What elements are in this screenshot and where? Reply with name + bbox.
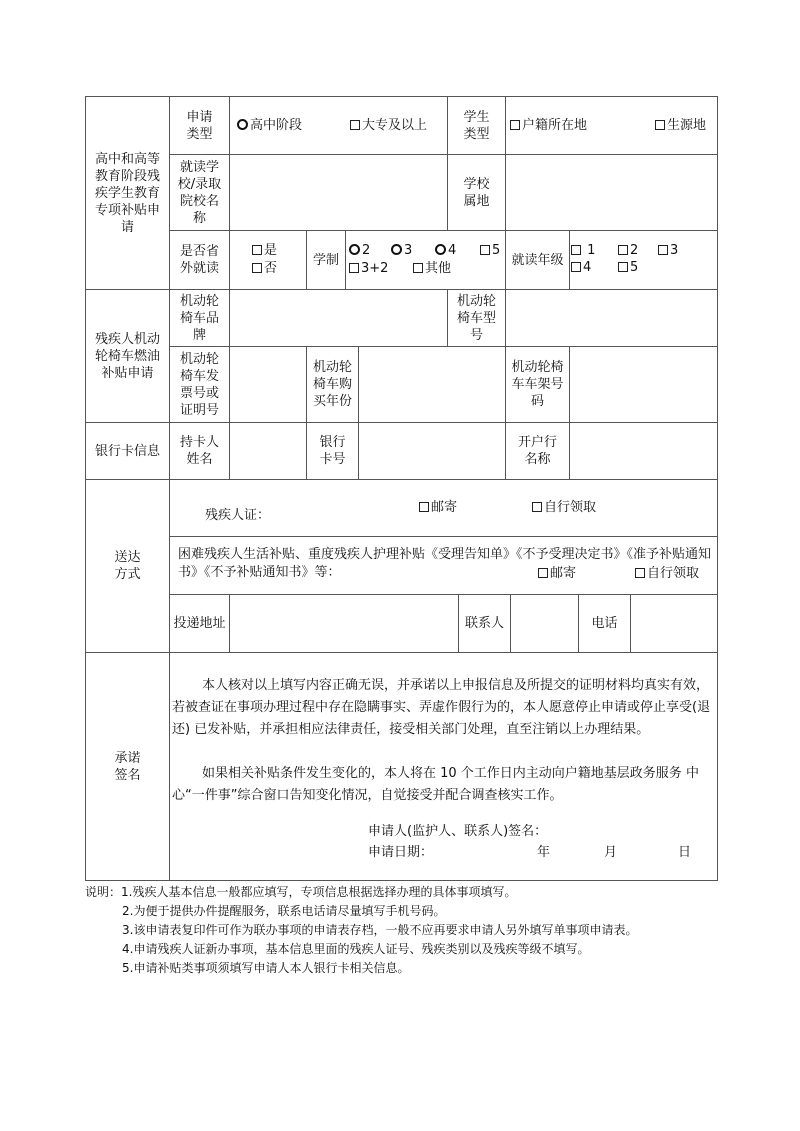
date-label: 申请日期： <box>368 845 434 860</box>
radio-selected-icon[interactable] <box>435 244 446 255</box>
checkbox-icon[interactable] <box>618 245 628 255</box>
card-holder-input[interactable] <box>229 423 306 480</box>
date-year: 年 <box>537 845 551 860</box>
note-4: 4.申请残疾人证新办事项，基本信息里面的残疾人证号、残疾类别以及残疾等级不填写。 <box>122 942 590 956</box>
checkbox-icon[interactable] <box>349 263 359 273</box>
checkbox-icon[interactable] <box>413 263 423 273</box>
checkbox-icon[interactable] <box>532 502 542 512</box>
card-holder-label: 持卡人姓名 <box>169 423 229 480</box>
checkbox-icon[interactable] <box>350 120 360 130</box>
section-pledge-label: 承诺签名 <box>85 653 169 881</box>
duration-cell <box>345 231 505 290</box>
wheelchair-frame-input[interactable] <box>569 347 717 423</box>
wheelchair-frame-label: 机动轮椅车车架号码 <box>505 347 569 423</box>
wheelchair-invoice-label: 机动轮椅车发票号或证明号 <box>169 347 229 423</box>
pledge-paragraph-1: 本人核对以上填写内容正确无误，并承诺以上申报信息及所提交的证明材料均真实有效，若被查证在事项办理过程中存在隐瞒事实、弄虚作假行为的，本人愿意停止申请或停止享受(退还) 已发补贴，并承担相应法律责任，接受相关部门处理，直至注销以上办理结果。 <box>172 678 711 737</box>
date-month: 月 <box>604 845 618 860</box>
dur-2[interactable]: 2 <box>349 243 370 259</box>
application-form-table <box>85 96 718 881</box>
section-delivery-label: 送达方式 <box>85 480 169 653</box>
checkbox-icon[interactable] <box>655 120 665 130</box>
student-type-label: 学生类型 <box>447 97 505 155</box>
checkbox-icon[interactable] <box>510 120 520 130</box>
date-day: 日 <box>678 845 692 860</box>
signature-label: 申请人(监护人、联系人)签名： <box>368 824 548 839</box>
dur-3[interactable]: 3 <box>391 243 412 259</box>
notice-opt-self[interactable]: 自行领取 <box>635 566 699 582</box>
note-5: 5.申请补贴类事项须填写申请人本人银行卡相关信息。 <box>122 961 410 975</box>
radio-selected-icon[interactable] <box>237 119 248 130</box>
opt-origin[interactable]: 生源地 <box>655 118 706 134</box>
grade-2[interactable]: 2 <box>618 243 638 259</box>
wheelchair-model-input[interactable] <box>505 290 717 347</box>
wheelchair-brand-label: 机动轮椅车品牌 <box>169 290 229 347</box>
checkbox-icon[interactable] <box>538 568 548 578</box>
contact-input[interactable] <box>510 595 578 653</box>
dur-other[interactable]: 其他 <box>413 261 451 277</box>
section-wheelchair-label: 残疾人机动轮椅车燃油补贴申请 <box>85 290 169 423</box>
wheelchair-brand-input[interactable] <box>229 290 447 347</box>
school-location-input[interactable] <box>505 155 717 231</box>
opt-high-school[interactable]: 高中阶段 <box>237 118 302 134</box>
cert-label: 残疾人证： <box>205 508 271 523</box>
note-2: 2.为便于提供办件提醒服务，联系电话请尽量填写手机号码。 <box>122 904 446 918</box>
apply-type-cell <box>229 97 447 155</box>
radio-selected-icon[interactable] <box>391 244 402 255</box>
dur-5[interactable]: 5 <box>480 243 500 259</box>
dur-4[interactable]: 4 <box>435 243 456 259</box>
bank-name-input[interactable] <box>569 423 717 480</box>
checkbox-icon[interactable] <box>571 245 581 255</box>
dur-3-2[interactable]: 3+2 <box>349 261 388 277</box>
checkbox-icon[interactable] <box>480 245 490 255</box>
checkbox-icon[interactable] <box>419 502 429 512</box>
card-number-label: 银行卡号 <box>306 423 358 480</box>
grade-3[interactable]: 3 <box>658 243 678 259</box>
notice-delivery-cell <box>169 537 717 595</box>
pledge-paragraph-2: 如果相关补贴条件发生变化的，本人将在 10 个工作日内主动向户籍地基层政务服务 中心“一件事”综合窗口告知变化情况，自觉接受并配合调查核实工作。 <box>172 766 699 803</box>
out-of-province-cell <box>229 231 306 290</box>
wheelchair-invoice-input[interactable] <box>229 347 306 423</box>
grade-label: 就读年级 <box>505 231 569 290</box>
duration-label: 学制 <box>306 231 345 290</box>
pledge-cell <box>169 653 717 881</box>
card-number-input[interactable] <box>358 423 505 480</box>
notice-opt-mail[interactable]: 邮寄 <box>538 566 576 582</box>
wheelchair-year-label: 机动轮椅车购买年份 <box>306 347 358 423</box>
opt-yes[interactable]: 是 <box>252 243 277 259</box>
grade-4[interactable]: 4 <box>571 260 591 276</box>
bank-name-label: 开户行名称 <box>505 423 569 480</box>
section-bank-label: 银行卡信息 <box>85 423 169 480</box>
checkbox-icon[interactable] <box>571 262 581 272</box>
phone-input[interactable] <box>630 595 717 653</box>
opt-no[interactable]: 否 <box>252 261 277 277</box>
checkbox-icon[interactable] <box>252 263 262 273</box>
opt-household[interactable]: 户籍所在地 <box>510 118 587 134</box>
cert-delivery-cell <box>169 480 717 537</box>
radio-selected-icon[interactable] <box>349 244 360 255</box>
opt-college[interactable]: 大专及以上 <box>350 118 427 134</box>
checkbox-icon[interactable] <box>252 245 262 255</box>
note-3: 3.该申请表复印件可作为联办事项的申请表存档，一般不应再要求申请人另外填写单事项申请表。 <box>122 923 638 937</box>
checkbox-icon[interactable] <box>635 568 645 578</box>
grade-5[interactable]: 5 <box>618 260 638 276</box>
contact-label: 联系人 <box>458 595 510 653</box>
address-input[interactable] <box>229 595 458 653</box>
school-name-label: 就读学校/录取院校名称 <box>169 155 229 231</box>
student-type-cell <box>505 97 717 155</box>
checkbox-icon[interactable] <box>618 262 628 272</box>
wheelchair-model-label: 机动轮椅车型号 <box>447 290 505 347</box>
out-of-province-label: 是否省外就读 <box>169 231 229 290</box>
school-location-label: 学校属地 <box>447 155 505 231</box>
cert-opt-self[interactable]: 自行领取 <box>532 500 596 516</box>
section-edu-label: 高中和高等教育阶段残疾学生教育专项补贴申请 <box>85 97 169 290</box>
phone-label: 电话 <box>578 595 630 653</box>
apply-type-label: 申请类型 <box>169 97 229 155</box>
grade-1[interactable]: 1 <box>571 243 595 259</box>
notice-text: 困难残疾人生活补贴、重度残疾人护理补贴《受理告知单》《不予受理决定书》《准予补贴通知书》《不予补贴通知书》等： <box>178 547 712 580</box>
school-name-input[interactable] <box>229 155 447 231</box>
checkbox-icon[interactable] <box>658 245 668 255</box>
wheelchair-year-input[interactable] <box>358 347 505 423</box>
address-label: 投递地址 <box>169 595 229 653</box>
note-1: 说明：1.残疾人基本信息一般都应填写，专项信息根据选择办理的具体事项填写。 <box>85 885 517 899</box>
cert-opt-mail[interactable]: 邮寄 <box>419 500 457 516</box>
grade-cell <box>569 231 717 290</box>
